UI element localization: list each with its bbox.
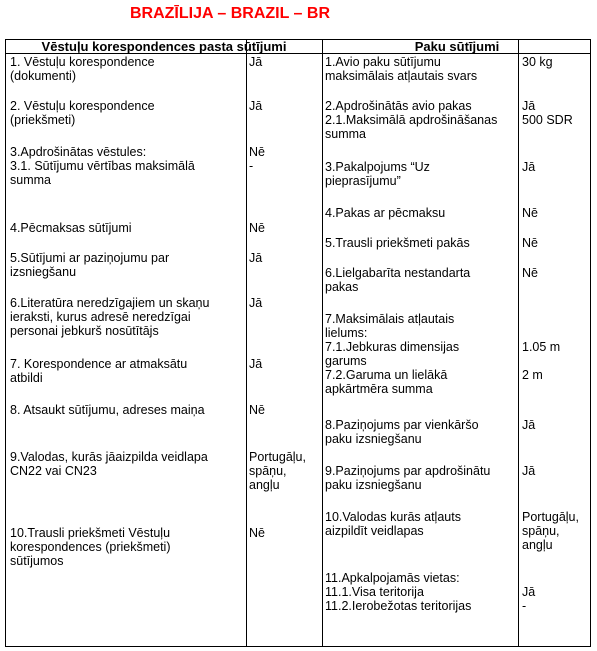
parcel-item-2-label: 2.Apdrošinātās avio pakas 2.1.Maksimālā apdrošināšanas summa (325, 99, 498, 141)
parcel-item-10-label: 10.Valodas kurās atļauts aizpildīt veidlapas (325, 510, 461, 538)
parcel-item-5-label: 5.Trausli priekšmeti pakās (325, 236, 470, 250)
letter-item-3-label: 3.Apdrošinātas vēstules: 3.1. Sūtījumu vērtības maksimālā summa (10, 145, 195, 187)
letter-item-2-value: Jā (249, 99, 263, 113)
parcel-item-4-label: 4.Pakas ar pēcmaksu (325, 206, 446, 220)
parcel-item-3-value: Jā (522, 160, 536, 174)
parcel-item-7-label: 7.Maksimālais atļautais lielums: 7.1.Jebkuras dimensijas garums 7.2.Garuma un lielākā apkārtmēra summa (325, 312, 460, 396)
letter-item-7-label: 7. Korespondence ar atmaksātu atbildi (10, 357, 188, 385)
letter-item-8-label: 8. Atsaukt sūtījumu, adreses maiņa (10, 403, 205, 417)
page-title: BRAZĪLIJA – BRAZIL – BR (129, 5, 330, 22)
parcel-item-8-value: Jā (522, 418, 536, 432)
parcel-item-11-label: 11.Apkalpojamās vietas: 11.1.Visa teritorija 11.2.Ierobežotas teritorijas (325, 571, 472, 613)
letter-item-5-label: 5.Sūtījumi ar paziņojumu par izsniegšanu (10, 251, 170, 279)
letter-item-5-value: Jā (249, 251, 263, 265)
letter-item-9-value: Portugāļu, spāņu, angļu (249, 450, 306, 492)
letter-item-10-label: 10.Trausli priekšmeti Vēstuļu korespondences (priekšmeti) sūtījumos (10, 526, 171, 568)
column-divider-middle (322, 40, 323, 646)
services-table (5, 39, 591, 647)
letter-item-3-value: Nē - (249, 145, 265, 173)
header-letters: Vēstuļu korespondences pasta sūtījumi (41, 39, 287, 54)
parcel-item-6-label: 6.Lielgabarīta nestandarta pakas (325, 266, 471, 294)
parcel-item-9-value: Jā (522, 464, 536, 478)
parcel-item-8-label: 8.Paziņojums par vienkāršo paku izsniegšanu (325, 418, 479, 446)
parcel-item-6-value: Nē (522, 266, 538, 280)
parcel-item-1-label: 1.Avio paku sūtījumu maksimālais atļautais svars (325, 55, 478, 83)
letter-item-8-value: Nē (249, 403, 265, 417)
letter-item-1-value: Jā (249, 55, 263, 69)
parcel-item-10-value: Portugāļu, spāņu, angļu (522, 510, 579, 552)
letter-item-6-value: Jā (249, 296, 263, 310)
letter-item-4-value: Nē (249, 221, 265, 235)
letter-item-9-label: 9.Valodas, kurās jāaizpilda veidlapa CN22 vai CN23 (10, 450, 208, 478)
parcel-item-9-label: 9.Paziņojums par apdrošinātu paku izsniegšanu (325, 464, 491, 492)
parcel-item-1-value: 30 kg (522, 55, 553, 69)
letter-item-2-label: 2. Vēstuļu korespondence (priekšmeti) (10, 99, 155, 127)
letter-item-4-label: 4.Pēcmaksas sūtījumi (10, 221, 132, 235)
column-divider-left-value (246, 40, 247, 646)
letter-item-10-value: Nē (249, 526, 265, 540)
parcel-item-4-value: Nē (522, 206, 538, 220)
parcel-item-5-value: Nē (522, 236, 538, 250)
letter-item-1-label: 1. Vēstuļu korespondence (dokumenti) (10, 55, 155, 83)
parcel-item-2-value: Jā 500 SDR (522, 99, 573, 127)
column-divider-right-value (518, 40, 519, 646)
letter-item-7-value: Jā (249, 357, 263, 371)
letter-item-6-label: 6.Literatūra neredzīgajiem un skaņu ieraksti, kurus adresē neredzīgai personai jebkurš nosūtītājs (10, 296, 210, 338)
parcel-item-11-value: Jā - (522, 585, 536, 613)
parcel-item-7-value: 1.05 m 2 m (522, 340, 561, 382)
header-parcels: Paku sūtījumi (414, 39, 500, 54)
parcel-item-3-label: 3.Pakalpojums “Uz pieprasījumu” (325, 160, 430, 188)
